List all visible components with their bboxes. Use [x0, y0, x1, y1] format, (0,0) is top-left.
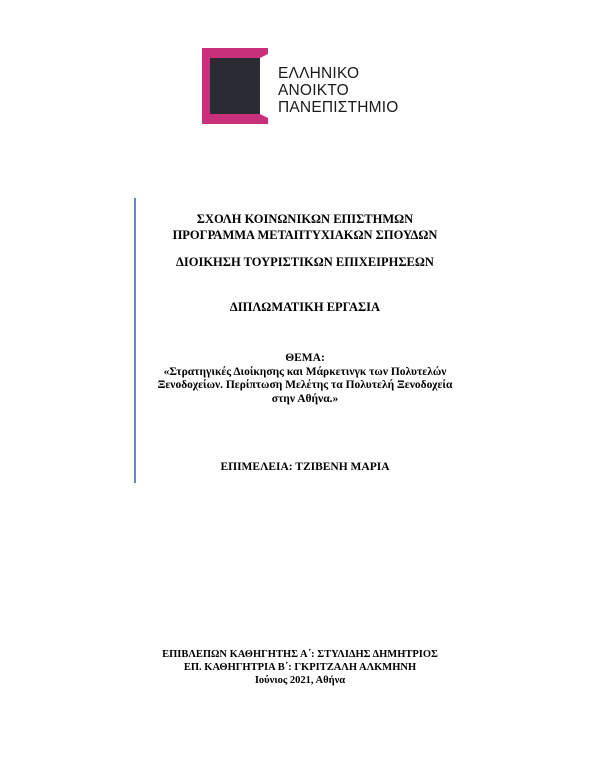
topic-line-1: «Στρατηγικές Διοίκησης και Μάρκετινγκ των Πολυτελών	[163, 365, 447, 378]
logo-line-2: ΑΝΟΙΚΤΟ	[278, 82, 349, 99]
left-accent-rule	[134, 198, 136, 483]
school-name: ΣΧΟΛΗ ΚΟΙΝΩΝΙΚΩΝ ΕΠΙΣΤΗΜΩΝ	[196, 212, 414, 226]
topic-label: ΘΕΜΑ:	[285, 352, 325, 364]
topic-line-3: στην Αθήνα.»	[271, 392, 339, 405]
supervisor-line: ΕΠΙΒΛΕΠΩΝ ΚΑΘΗΓΗΤΗΣ Α΄: ΣΤΥΛΙΔΗΣ ΔΗΜΗΤΡΙΟΣ	[162, 649, 438, 660]
program-name: ΠΡΟΓΡΑΜΜΑ ΜΕΤΑΠΤΥΧΙΑΚΩΝ ΣΠΟΥΔΩΝ	[172, 228, 438, 242]
logo-line-3: ΠΑΝΕΠΙΣΤΗΜΙΟ	[278, 99, 399, 116]
date-line: Ιούνιος 2021, Αθήνα	[254, 675, 346, 686]
university-logo	[202, 48, 422, 124]
department-name: ΔΙΟΙΚΗΣΗ ΤΟΥΡΙΣΤΙΚΩΝ ΕΠΙΧΕΙΡΗΣΕΩΝ	[176, 255, 434, 269]
author-line: ΕΠΙΜΕΛΕΙΑ: ΤΖΙΒΕΝΗ ΜΑΡΙΑ	[220, 461, 390, 473]
topic-line-2: Ξενοδοχείων. Περίπτωση Μελέτης τα Πολυτελή Ξενοδοχεία	[157, 379, 453, 391]
document-type: ΔΙΠΛΩΜΑΤΙΚΗ ΕΡΓΑΣΙΑ	[229, 300, 381, 314]
logo-line-1: ΕΛΛΗΝΙΚΟ	[278, 65, 360, 82]
second-supervisor-line: ΕΠ. ΚΑΘΗΓΗΤΡΙΑ Β΄: ΓΚΡΙΤΖΑΛΗ ΑΛΚΜΗΝΗ	[183, 662, 417, 673]
topic-block	[145, 352, 465, 406]
logo-mark-icon	[202, 48, 272, 124]
supervision-block	[130, 648, 470, 687]
school-block	[140, 211, 470, 243]
